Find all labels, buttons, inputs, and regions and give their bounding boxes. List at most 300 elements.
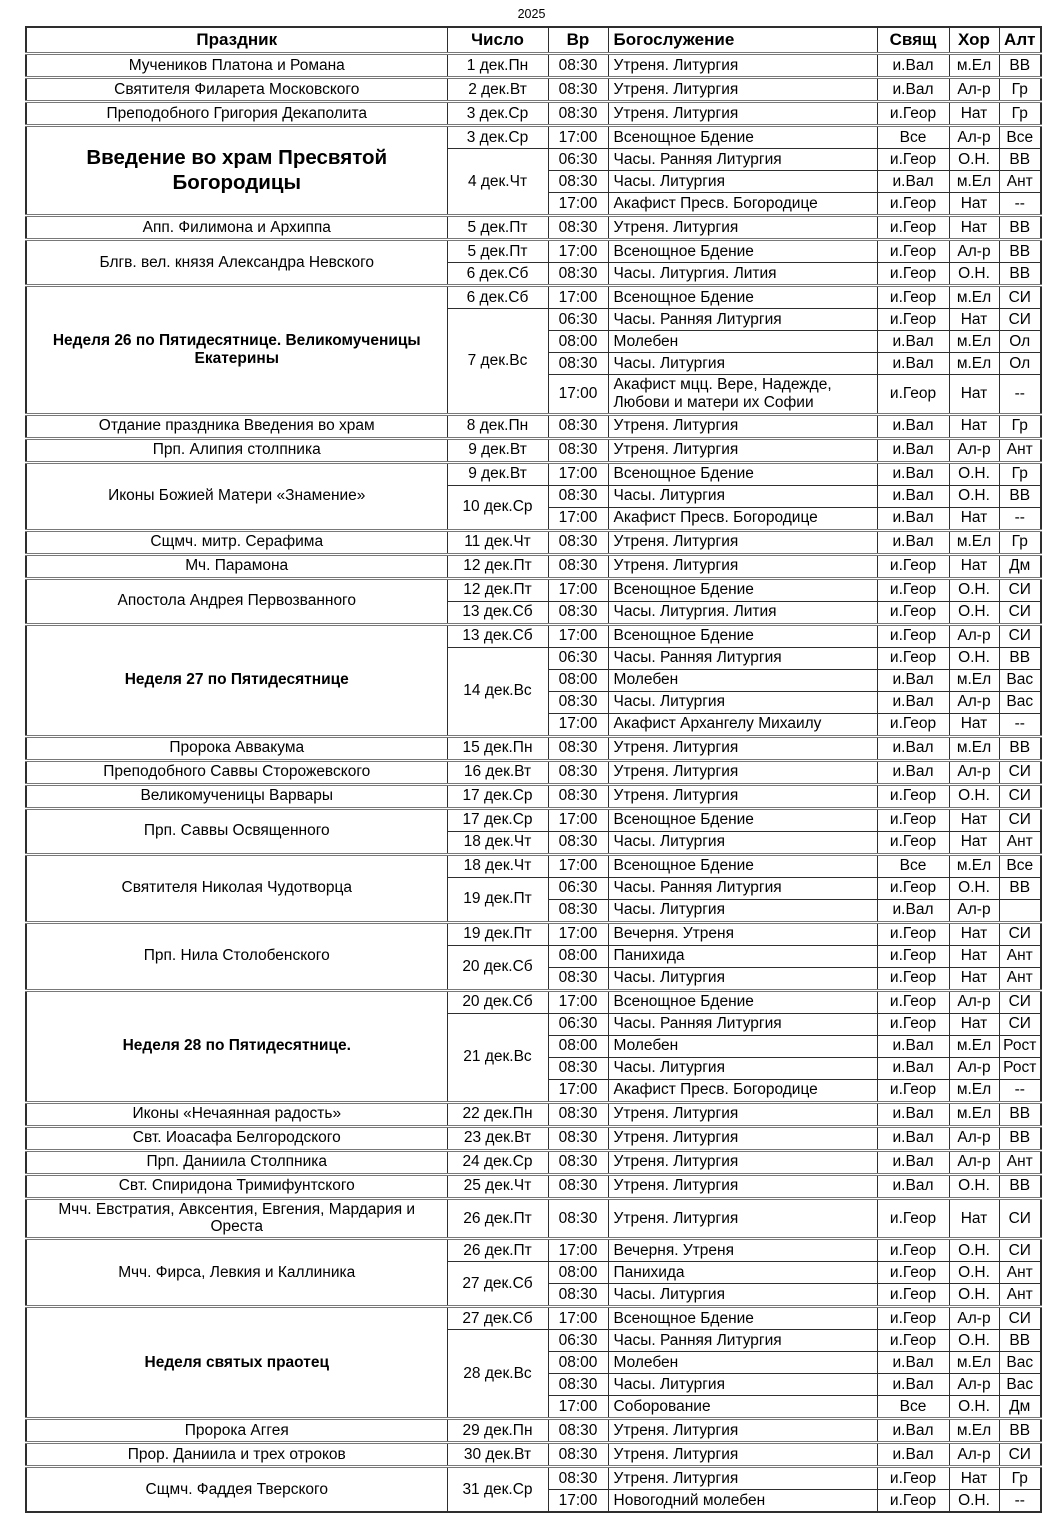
altar-cell: Ант bbox=[999, 967, 1041, 990]
service-cell: Часы. Литургия bbox=[608, 1284, 877, 1307]
service-cell: Всенощное Бдение bbox=[608, 1307, 877, 1330]
table-row bbox=[26, 922, 1041, 945]
service-cell: Акафист Пресв. Богородице bbox=[608, 507, 877, 530]
priest-cell: и.Геор bbox=[877, 831, 949, 854]
time-cell: 08:30 bbox=[548, 760, 608, 784]
choir-cell: О.Н. bbox=[949, 1262, 999, 1284]
choir-cell: Нат bbox=[949, 831, 999, 854]
priest-cell: и.Вал bbox=[877, 1443, 949, 1467]
time-cell: 08:30 bbox=[548, 171, 608, 193]
time-cell: 08:30 bbox=[548, 102, 608, 126]
feast-cell: Апп. Филимона и Архиппа bbox=[26, 216, 447, 240]
choir-cell: Нат bbox=[949, 808, 999, 831]
priest-cell: и.Геор bbox=[877, 554, 949, 578]
choir-cell: Ал-р bbox=[949, 899, 999, 922]
feast-cell: Преподобного Саввы Сторожевского bbox=[26, 760, 447, 784]
date-cell: 17 дек.Ср bbox=[447, 808, 548, 831]
table-row bbox=[26, 102, 1041, 126]
choir-cell: м.Ел bbox=[949, 1352, 999, 1374]
time-cell: 08:30 bbox=[548, 784, 608, 808]
time-cell: 08:00 bbox=[548, 669, 608, 691]
altar-cell: Гр bbox=[999, 1467, 1041, 1490]
service-cell: Всенощное Бдение bbox=[608, 240, 877, 263]
priest-cell: и.Вал bbox=[877, 691, 949, 713]
altar-cell: ВВ bbox=[999, 1419, 1041, 1443]
choir-cell: О.Н. bbox=[949, 1396, 999, 1419]
choir-cell: Нат bbox=[949, 1467, 999, 1490]
date-cell: 21 дек.Вс bbox=[447, 1013, 548, 1102]
schedule-table bbox=[25, 26, 1042, 1513]
priest-cell: и.Вал bbox=[877, 485, 949, 507]
altar-cell: ВВ bbox=[999, 1174, 1041, 1198]
time-cell: 08:00 bbox=[548, 1035, 608, 1057]
col-header-choir: Хор bbox=[949, 27, 999, 54]
altar-cell: Ант bbox=[999, 1284, 1041, 1307]
time-cell: 17:00 bbox=[548, 624, 608, 647]
time-cell: 08:30 bbox=[548, 1150, 608, 1174]
priest-cell: и.Вал bbox=[877, 669, 949, 691]
time-cell: 08:30 bbox=[548, 54, 608, 78]
feast-cell: Неделя 27 по Пятидесятнице bbox=[26, 624, 447, 736]
priest-cell: и.Вал bbox=[877, 1374, 949, 1396]
table-row bbox=[26, 438, 1041, 462]
feast-cell: Мчч. Фирса, Левкия и Каллиника bbox=[26, 1239, 447, 1307]
priest-cell: и.Вал bbox=[877, 171, 949, 193]
date-cell: 27 дек.Сб bbox=[447, 1262, 548, 1307]
table-row bbox=[26, 414, 1041, 438]
date-cell: 6 дек.Сб bbox=[447, 286, 548, 309]
service-cell: Часы. Литургия bbox=[608, 485, 877, 507]
time-cell: 08:30 bbox=[548, 1419, 608, 1443]
service-cell: Новогодний молебен bbox=[608, 1490, 877, 1513]
service-cell: Всенощное Бдение bbox=[608, 624, 877, 647]
altar-cell: Вас bbox=[999, 669, 1041, 691]
choir-cell: Нат bbox=[949, 945, 999, 967]
altar-cell: Гр bbox=[999, 530, 1041, 554]
altar-cell: СИ bbox=[999, 286, 1041, 309]
feast-cell: Иконы Божией Матери «Знамение» bbox=[26, 462, 447, 530]
service-cell: Акафист Пресв. Богородице bbox=[608, 193, 877, 216]
service-cell: Всенощное Бдение bbox=[608, 990, 877, 1013]
date-cell: 4 дек.Чт bbox=[447, 149, 548, 216]
service-cell: Утреня. Литургия bbox=[608, 414, 877, 438]
choir-cell: О.Н. bbox=[949, 1239, 999, 1262]
altar-cell: Ант bbox=[999, 438, 1041, 462]
priest-cell: и.Геор bbox=[877, 263, 949, 286]
priest-cell: и.Вал bbox=[877, 438, 949, 462]
altar-cell: Все bbox=[999, 854, 1041, 877]
feast-cell: Прп. Саввы Освященного bbox=[26, 808, 447, 854]
altar-cell: -- bbox=[999, 1490, 1041, 1513]
choir-cell: О.Н. bbox=[949, 263, 999, 286]
feast-cell: Прп. Нила Столобенского bbox=[26, 922, 447, 990]
service-cell: Утреня. Литургия bbox=[608, 1150, 877, 1174]
date-cell: 19 дек.Пт bbox=[447, 922, 548, 945]
altar-cell: ВВ bbox=[999, 647, 1041, 669]
altar-cell: СИ bbox=[999, 1443, 1041, 1467]
service-cell: Утреня. Литургия bbox=[608, 1443, 877, 1467]
time-cell: 08:30 bbox=[548, 554, 608, 578]
col-header-service: Богослужение bbox=[608, 27, 877, 54]
time-cell: 08:30 bbox=[548, 736, 608, 760]
service-cell: Часы. Литургия bbox=[608, 171, 877, 193]
altar-cell: СИ bbox=[999, 808, 1041, 831]
altar-cell: Ант bbox=[999, 1150, 1041, 1174]
altar-cell: ВВ bbox=[999, 485, 1041, 507]
feast-cell: Святителя Николая Чудотворца bbox=[26, 854, 447, 922]
table-row bbox=[26, 240, 1041, 263]
table-row bbox=[26, 1443, 1041, 1467]
date-cell: 17 дек.Ср bbox=[447, 784, 548, 808]
feast-cell: Сщмч. Фаддея Тверского bbox=[26, 1467, 447, 1513]
priest-cell: и.Геор bbox=[877, 990, 949, 1013]
service-cell: Утреня. Литургия bbox=[608, 1174, 877, 1198]
date-cell: 12 дек.Пт bbox=[447, 554, 548, 578]
date-cell: 18 дек.Чт bbox=[447, 831, 548, 854]
priest-cell: и.Геор bbox=[877, 1262, 949, 1284]
altar-cell: ВВ bbox=[999, 877, 1041, 899]
priest-cell: и.Геор bbox=[877, 286, 949, 309]
priest-cell: и.Вал bbox=[877, 760, 949, 784]
date-cell: 5 дек.Пт bbox=[447, 216, 548, 240]
date-cell: 23 дек.Вт bbox=[447, 1126, 548, 1150]
date-cell: 9 дек.Вт bbox=[447, 462, 548, 485]
service-cell: Акафист мцц. Вере, Надежде, Любови и матери их Софии bbox=[608, 375, 877, 415]
date-cell: 26 дек.Пт bbox=[447, 1239, 548, 1262]
time-cell: 06:30 bbox=[548, 309, 608, 331]
table-row bbox=[26, 990, 1041, 1013]
priest-cell: и.Вал bbox=[877, 1126, 949, 1150]
feast-cell: Пророка Аввакума bbox=[26, 736, 447, 760]
date-cell: 8 дек.Пн bbox=[447, 414, 548, 438]
choir-cell: м.Ел bbox=[949, 854, 999, 877]
service-cell: Молебен bbox=[608, 1035, 877, 1057]
choir-cell: О.Н. bbox=[949, 485, 999, 507]
choir-cell: м.Ел bbox=[949, 54, 999, 78]
feast-cell: Преподобного Григория Декаполита bbox=[26, 102, 447, 126]
altar-cell: СИ bbox=[999, 990, 1041, 1013]
time-cell: 08:30 bbox=[548, 967, 608, 990]
altar-cell: Все bbox=[999, 126, 1041, 149]
priest-cell: и.Вал bbox=[877, 1102, 949, 1126]
choir-cell: м.Ел bbox=[949, 331, 999, 353]
time-cell: 17:00 bbox=[548, 1239, 608, 1262]
service-cell: Часы. Литургия bbox=[608, 1374, 877, 1396]
choir-cell: Нат bbox=[949, 922, 999, 945]
altar-cell: Ант bbox=[999, 831, 1041, 854]
feast-cell: Неделя 28 по Пятидесятнице. bbox=[26, 990, 447, 1102]
priest-cell: и.Геор bbox=[877, 240, 949, 263]
choir-cell: Ал-р bbox=[949, 990, 999, 1013]
choir-cell: м.Ел bbox=[949, 669, 999, 691]
time-cell: 08:30 bbox=[548, 353, 608, 375]
priest-cell: и.Вал bbox=[877, 1174, 949, 1198]
table-row bbox=[26, 1150, 1041, 1174]
choir-cell: Ал-р bbox=[949, 1374, 999, 1396]
date-cell: 26 дек.Пт bbox=[447, 1198, 548, 1239]
priest-cell: Все bbox=[877, 126, 949, 149]
feast-cell: Мчч. Евстратия, Авксентия, Евгения, Мардария и Ореста bbox=[26, 1198, 447, 1239]
date-cell: 30 дек.Вт bbox=[447, 1443, 548, 1467]
time-cell: 17:00 bbox=[548, 193, 608, 216]
priest-cell: и.Геор bbox=[877, 967, 949, 990]
service-cell: Утреня. Литургия bbox=[608, 530, 877, 554]
date-cell: 11 дек.Чт bbox=[447, 530, 548, 554]
choir-cell: Нат bbox=[949, 1198, 999, 1239]
altar-cell: ВВ bbox=[999, 240, 1041, 263]
altar-cell: СИ bbox=[999, 624, 1041, 647]
priest-cell: и.Вал bbox=[877, 899, 949, 922]
feast-cell: Святителя Филарета Московского bbox=[26, 78, 447, 102]
table-row bbox=[26, 854, 1041, 877]
priest-cell: и.Вал bbox=[877, 462, 949, 485]
altar-cell: ВВ bbox=[999, 54, 1041, 78]
altar-cell: Гр bbox=[999, 462, 1041, 485]
service-cell: Часы. Литургия. Лития bbox=[608, 263, 877, 286]
choir-cell: Нат bbox=[949, 309, 999, 331]
table-row bbox=[26, 1102, 1041, 1126]
time-cell: 17:00 bbox=[548, 240, 608, 263]
time-cell: 08:30 bbox=[548, 1102, 608, 1126]
service-cell: Молебен bbox=[608, 331, 877, 353]
time-cell: 08:30 bbox=[548, 263, 608, 286]
time-cell: 08:30 bbox=[548, 1467, 608, 1490]
altar-cell: ВВ bbox=[999, 216, 1041, 240]
date-cell: 2 дек.Вт bbox=[447, 78, 548, 102]
date-cell: 3 дек.Ср bbox=[447, 126, 548, 149]
priest-cell: и.Геор bbox=[877, 945, 949, 967]
altar-cell: Ол bbox=[999, 353, 1041, 375]
altar-cell: Вас bbox=[999, 1352, 1041, 1374]
altar-cell: СИ bbox=[999, 922, 1041, 945]
table-row bbox=[26, 784, 1041, 808]
date-cell: 10 дек.Ср bbox=[447, 485, 548, 530]
service-cell: Часы. Литургия bbox=[608, 353, 877, 375]
choir-cell: О.Н. bbox=[949, 462, 999, 485]
priest-cell: и.Вал bbox=[877, 1150, 949, 1174]
altar-cell: -- bbox=[999, 713, 1041, 736]
time-cell: 17:00 bbox=[548, 713, 608, 736]
date-cell: 18 дек.Чт bbox=[447, 854, 548, 877]
date-cell: 27 дек.Сб bbox=[447, 1307, 548, 1330]
altar-cell: Гр bbox=[999, 102, 1041, 126]
feast-cell: Отдание праздника Введения во храм bbox=[26, 414, 447, 438]
altar-cell: Ант bbox=[999, 1262, 1041, 1284]
priest-cell: и.Геор bbox=[877, 1079, 949, 1102]
altar-cell: Гр bbox=[999, 78, 1041, 102]
table-row bbox=[26, 530, 1041, 554]
time-cell: 08:30 bbox=[548, 1284, 608, 1307]
altar-cell: СИ bbox=[999, 1198, 1041, 1239]
date-cell: 28 дек.Вс bbox=[447, 1330, 548, 1419]
choir-cell: м.Ел bbox=[949, 1079, 999, 1102]
service-cell: Утреня. Литургия bbox=[608, 554, 877, 578]
choir-cell: Ал-р bbox=[949, 691, 999, 713]
choir-cell: О.Н. bbox=[949, 578, 999, 601]
altar-cell: Рост bbox=[999, 1057, 1041, 1079]
service-cell: Всенощное Бдение bbox=[608, 126, 877, 149]
col-header-priest: Свящ bbox=[877, 27, 949, 54]
altar-cell: Вас bbox=[999, 1374, 1041, 1396]
altar-cell: ВВ bbox=[999, 149, 1041, 171]
choir-cell: О.Н. bbox=[949, 784, 999, 808]
date-cell: 5 дек.Пт bbox=[447, 240, 548, 263]
choir-cell: Ал-р bbox=[949, 760, 999, 784]
time-cell: 08:30 bbox=[548, 438, 608, 462]
priest-cell: и.Геор bbox=[877, 1307, 949, 1330]
service-cell: Часы. Литургия bbox=[608, 831, 877, 854]
choir-cell: м.Ел bbox=[949, 736, 999, 760]
feast-cell: Сщмч. митр. Серафима bbox=[26, 530, 447, 554]
priest-cell: и.Геор bbox=[877, 1284, 949, 1307]
altar-cell: Рост bbox=[999, 1035, 1041, 1057]
time-cell: 08:30 bbox=[548, 831, 608, 854]
altar-cell: Гр bbox=[999, 414, 1041, 438]
table-row bbox=[26, 126, 1041, 149]
service-cell: Утреня. Литургия bbox=[608, 784, 877, 808]
priest-cell: и.Вал bbox=[877, 414, 949, 438]
feast-cell: Великомученицы Варвары bbox=[26, 784, 447, 808]
time-cell: 08:30 bbox=[548, 485, 608, 507]
service-cell: Всенощное Бдение bbox=[608, 854, 877, 877]
time-cell: 17:00 bbox=[548, 286, 608, 309]
choir-cell: Нат bbox=[949, 713, 999, 736]
feast-cell: Пророка Аггея bbox=[26, 1419, 447, 1443]
service-cell: Акафист Пресв. Богородице bbox=[608, 1079, 877, 1102]
time-cell: 08:30 bbox=[548, 691, 608, 713]
service-cell: Утреня. Литургия bbox=[608, 216, 877, 240]
priest-cell: и.Вал bbox=[877, 1057, 949, 1079]
time-cell: 17:00 bbox=[548, 1490, 608, 1513]
time-cell: 08:30 bbox=[548, 530, 608, 554]
choir-cell: Ал-р bbox=[949, 1057, 999, 1079]
time-cell: 17:00 bbox=[548, 1079, 608, 1102]
choir-cell: О.Н. bbox=[949, 877, 999, 899]
date-cell: 13 дек.Сб bbox=[447, 601, 548, 624]
feast-cell: Прп. Алипия столпника bbox=[26, 438, 447, 462]
choir-cell: Нат bbox=[949, 193, 999, 216]
time-cell: 17:00 bbox=[548, 375, 608, 415]
choir-cell: Нат bbox=[949, 375, 999, 415]
choir-cell: О.Н. bbox=[949, 601, 999, 624]
service-cell: Молебен bbox=[608, 1352, 877, 1374]
date-cell: 31 дек.Ср bbox=[447, 1467, 548, 1513]
choir-cell: Нат bbox=[949, 554, 999, 578]
service-cell: Часы. Ранняя Литургия bbox=[608, 877, 877, 899]
choir-cell: Ал-р bbox=[949, 126, 999, 149]
service-cell: Часы. Ранняя Литургия bbox=[608, 647, 877, 669]
service-cell: Утреня. Литургия bbox=[608, 1198, 877, 1239]
time-cell: 08:30 bbox=[548, 1126, 608, 1150]
service-cell: Акафист Архангелу Михаилу bbox=[608, 713, 877, 736]
priest-cell: Все bbox=[877, 1396, 949, 1419]
service-cell: Часы. Ранняя Литургия bbox=[608, 1330, 877, 1352]
time-cell: 06:30 bbox=[548, 149, 608, 171]
date-cell: 3 дек.Ср bbox=[447, 102, 548, 126]
time-cell: 17:00 bbox=[548, 990, 608, 1013]
priest-cell: и.Геор bbox=[877, 216, 949, 240]
priest-cell: и.Геор bbox=[877, 624, 949, 647]
table-row bbox=[26, 216, 1041, 240]
time-cell: 17:00 bbox=[548, 126, 608, 149]
priest-cell: и.Геор bbox=[877, 1467, 949, 1490]
altar-cell: СИ bbox=[999, 601, 1041, 624]
time-cell: 17:00 bbox=[548, 578, 608, 601]
priest-cell: и.Геор bbox=[877, 877, 949, 899]
priest-cell: и.Геор bbox=[877, 102, 949, 126]
table-row bbox=[26, 78, 1041, 102]
service-cell: Панихида bbox=[608, 1262, 877, 1284]
service-cell: Часы. Литургия bbox=[608, 967, 877, 990]
table-row bbox=[26, 554, 1041, 578]
service-cell: Утреня. Литургия bbox=[608, 102, 877, 126]
choir-cell: м.Ел bbox=[949, 171, 999, 193]
feast-cell: Прп. Даниила Столпника bbox=[26, 1150, 447, 1174]
service-cell: Молебен bbox=[608, 669, 877, 691]
feast-cell: Неделя 26 по Пятидесятнице. Великомученицы Екатерины bbox=[26, 286, 447, 415]
altar-cell: СИ bbox=[999, 760, 1041, 784]
priest-cell: и.Вал bbox=[877, 1352, 949, 1374]
priest-cell: и.Геор bbox=[877, 1013, 949, 1035]
table-row bbox=[26, 624, 1041, 647]
table-row bbox=[26, 1198, 1041, 1239]
time-cell: 08:00 bbox=[548, 331, 608, 353]
table-row bbox=[26, 736, 1041, 760]
feast-cell: Свт. Спиридона Тримифунтского bbox=[26, 1174, 447, 1198]
choir-cell: м.Ел bbox=[949, 353, 999, 375]
priest-cell: и.Геор bbox=[877, 1490, 949, 1513]
service-cell: Утреня. Литургия bbox=[608, 760, 877, 784]
choir-cell: О.Н. bbox=[949, 1490, 999, 1513]
priest-cell: и.Геор bbox=[877, 601, 949, 624]
service-cell: Часы. Ранняя Литургия bbox=[608, 1013, 877, 1035]
date-cell: 22 дек.Пн bbox=[447, 1102, 548, 1126]
col-header-feast: Праздник bbox=[26, 27, 447, 54]
time-cell: 08:30 bbox=[548, 1198, 608, 1239]
service-cell: Утреня. Литургия bbox=[608, 1126, 877, 1150]
service-cell: Утреня. Литургия bbox=[608, 1102, 877, 1126]
choir-cell: О.Н. bbox=[949, 149, 999, 171]
choir-cell: Нат bbox=[949, 414, 999, 438]
priest-cell: и.Вал bbox=[877, 54, 949, 78]
priest-cell: и.Геор bbox=[877, 149, 949, 171]
feast-cell: Прор. Даниила и трех отроков bbox=[26, 1443, 447, 1467]
service-cell: Часы. Ранняя Литургия bbox=[608, 309, 877, 331]
feast-cell: Свт. Иоасафа Белгородского bbox=[26, 1126, 447, 1150]
table-row bbox=[26, 578, 1041, 601]
date-cell: 19 дек.Пт bbox=[447, 877, 548, 922]
time-cell: 08:30 bbox=[548, 216, 608, 240]
time-cell: 08:30 bbox=[548, 78, 608, 102]
choir-cell: Ал-р bbox=[949, 438, 999, 462]
choir-cell: м.Ел bbox=[949, 286, 999, 309]
choir-cell: О.Н. bbox=[949, 1284, 999, 1307]
altar-cell: Ант bbox=[999, 171, 1041, 193]
date-cell: 16 дек.Вт bbox=[447, 760, 548, 784]
service-cell: Вечерня. Утреня bbox=[608, 922, 877, 945]
priest-cell: и.Вал bbox=[877, 507, 949, 530]
date-cell: 6 дек.Сб bbox=[447, 263, 548, 286]
feast-cell: Иконы «Нечаянная радость» bbox=[26, 1102, 447, 1126]
service-cell: Всенощное Бдение bbox=[608, 578, 877, 601]
altar-cell: Дм bbox=[999, 554, 1041, 578]
altar-cell: -- bbox=[999, 1079, 1041, 1102]
altar-cell: ВВ bbox=[999, 263, 1041, 286]
service-cell: Утреня. Литургия bbox=[608, 78, 877, 102]
choir-cell: Ал-р bbox=[949, 240, 999, 263]
time-cell: 08:00 bbox=[548, 945, 608, 967]
altar-cell: ВВ bbox=[999, 736, 1041, 760]
